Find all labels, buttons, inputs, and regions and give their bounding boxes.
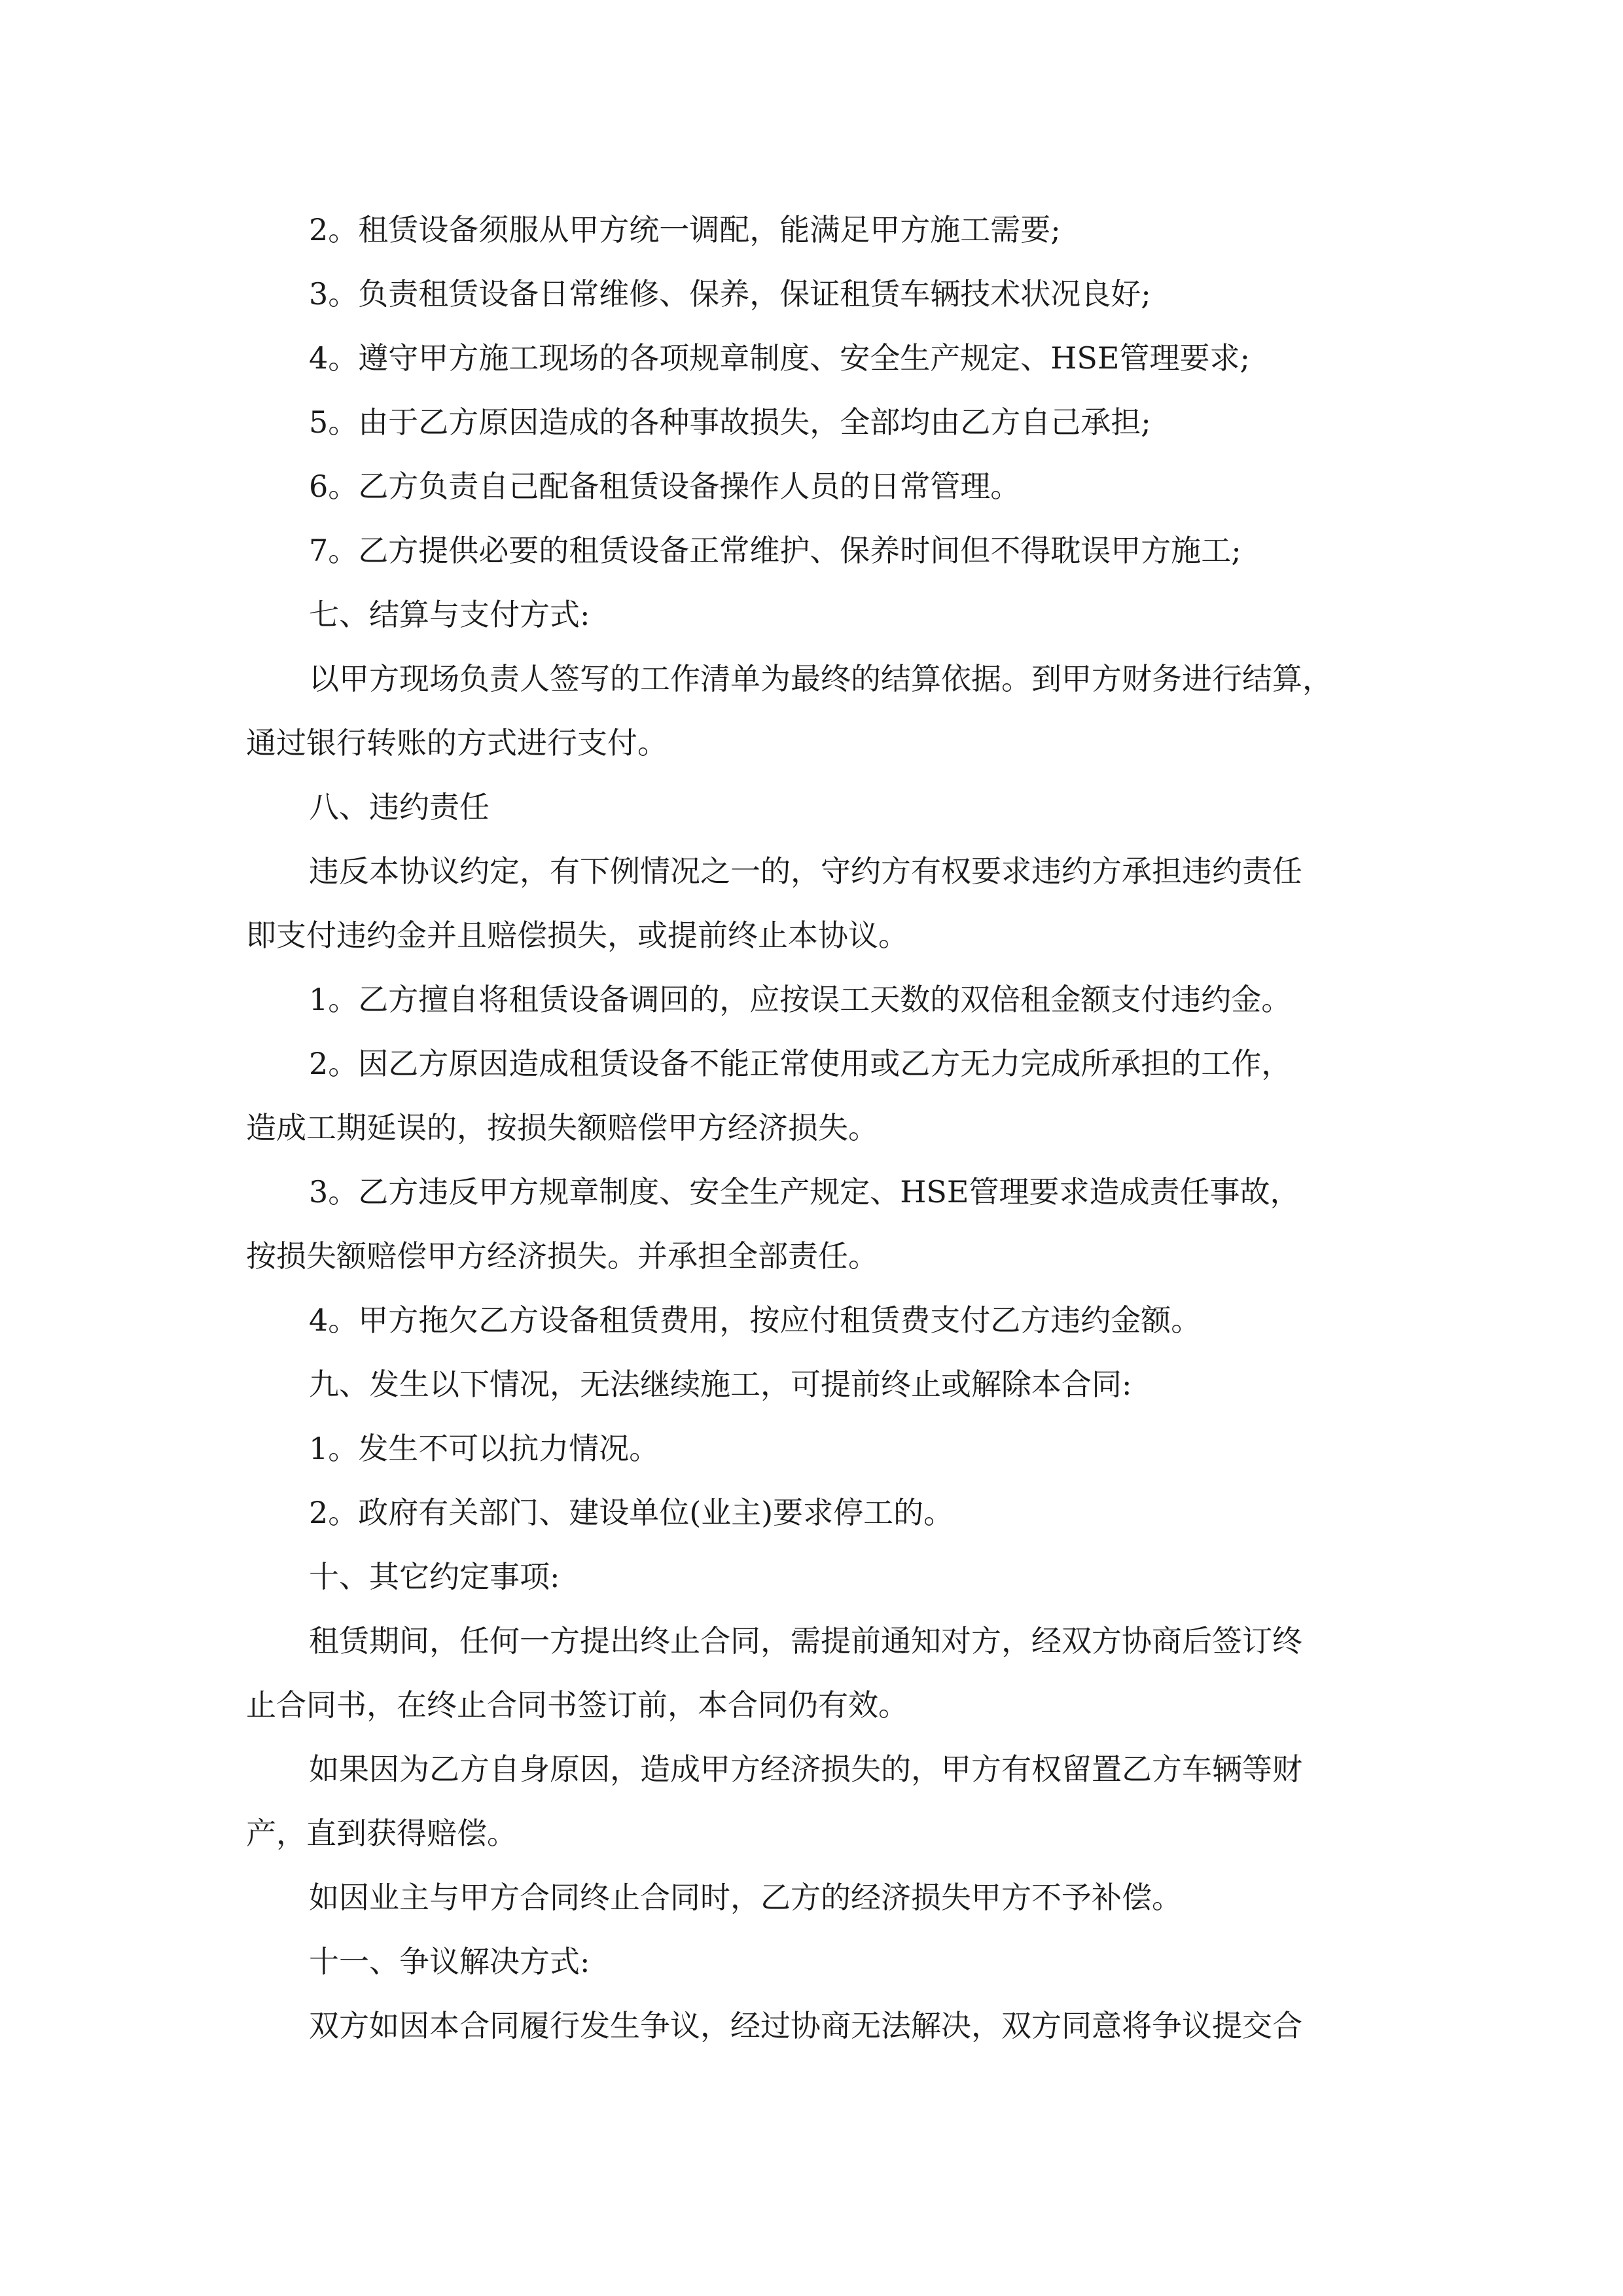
liability-intro [246, 839, 1385, 967]
clause-lessor-obligation-5 [246, 390, 1385, 454]
section-heading-other [246, 1545, 1385, 1609]
text-line: 2。政府有关部门、建设单位(业主)要求停工的。 [309, 1495, 954, 1530]
liability-item-3 [246, 1160, 1385, 1288]
text-line: 2。因乙方原因造成租赁设备不能正常使用或乙方无力完成所承担的工作， [309, 1046, 1292, 1081]
section-heading-termination [246, 1352, 1385, 1416]
text-line: 租赁期间，任何一方提出终止合同，需提前通知对方，经双方协商后签订终 [309, 1623, 1302, 1659]
text-line: 5。由于乙方原因造成的各种事故损失，全部均由乙方自己承担; [309, 404, 1151, 440]
text-line: 八、违约责任 [309, 789, 490, 825]
text-line: 双方如因本合同履行发生争议，经过协商无法解决，双方同意将争议提交合 [309, 2008, 1302, 2043]
other-item-2 [246, 1737, 1385, 1865]
text-line: 1。乙方擅自将租赁设备调回的，应按误工天数的双倍租金额支付违约金。 [309, 982, 1292, 1017]
text-line: 按损失额赔偿甲方经济损失。并承担全部责任。 [246, 1238, 878, 1274]
liability-item-4 [246, 1288, 1385, 1352]
section-heading-liability [246, 775, 1385, 839]
other-item-3 [246, 1865, 1385, 1929]
liability-item-1 [246, 967, 1385, 1031]
text-line: 造成工期延误的，按损失额赔偿甲方经济损失。 [246, 1110, 878, 1145]
text-line: 4。甲方拖欠乙方设备租赁费用，按应付租赁费支付乙方违约金额。 [309, 1302, 1202, 1338]
clause-lessor-obligation-7 [246, 518, 1385, 583]
text-line: 3。负责租赁设备日常维修、保养，保证租赁车辆技术状况良好; [309, 276, 1151, 312]
clause-lessor-obligation-3 [246, 262, 1385, 326]
text-line: 6。乙方负责自己配备租赁设备操作人员的日常管理。 [309, 469, 1021, 504]
text-line: 即支付违约金并且赔偿损失，或提前终止本协议。 [246, 918, 908, 953]
text-line: 十一、争议解决方式: [309, 1944, 590, 1979]
dispute-body [246, 1994, 1385, 2058]
settlement-body [246, 647, 1385, 775]
clause-lessor-obligation-4 [246, 326, 1385, 390]
text-line: 如果因为乙方自身原因，造成甲方经济损失的，甲方有权留置乙方车辆等财 [309, 1751, 1302, 1787]
text-line: 止合同书，在终止合同书签订前，本合同仍有效。 [246, 1687, 908, 1723]
text-line: 4。遵守甲方施工现场的各项规章制度、安全生产规定、HSE管理要求; [309, 340, 1250, 376]
clause-lessor-obligation-6 [246, 454, 1385, 518]
text-line: 通过银行转账的方式进行支付。 [246, 725, 668, 761]
termination-item-1 [246, 1416, 1385, 1480]
liability-item-2 [246, 1031, 1385, 1160]
section-heading-settlement [246, 583, 1385, 647]
text-line: 如因业主与甲方合同终止合同时，乙方的经济损失甲方不予补偿。 [309, 1880, 1182, 1915]
text-line: 2。租赁设备须服从甲方统一调配，能满足甲方施工需要; [309, 212, 1061, 247]
text-line: 十、其它约定事项: [309, 1559, 560, 1594]
other-item-1 [246, 1609, 1385, 1737]
text-line: 3。乙方违反甲方规章制度、安全生产规定、HSE管理要求造成责任事故， [309, 1174, 1300, 1210]
text-line: 违反本协议约定，有下例情况之一的，守约方有权要求违约方承担违约责任 [309, 853, 1302, 889]
termination-item-2 [246, 1480, 1385, 1545]
text-line: 1。发生不可以抗力情况。 [309, 1431, 660, 1466]
clause-lessor-obligation-2 [246, 198, 1385, 262]
section-heading-dispute [246, 1929, 1385, 1994]
text-line: 以甲方现场负责人签写的工作清单为最终的结算依据。到甲方财务进行结算， [309, 661, 1332, 696]
text-line: 七、结算与支付方式: [309, 597, 590, 632]
text-line: 产，直到获得赔偿。 [246, 1816, 517, 1851]
text-line: 九、发生以下情况，无法继续施工，可提前终止或解除本合同: [309, 1367, 1132, 1402]
text-line: 7。乙方提供必要的租赁设备正常维护、保养时间但不得耽误甲方施工; [309, 533, 1241, 568]
